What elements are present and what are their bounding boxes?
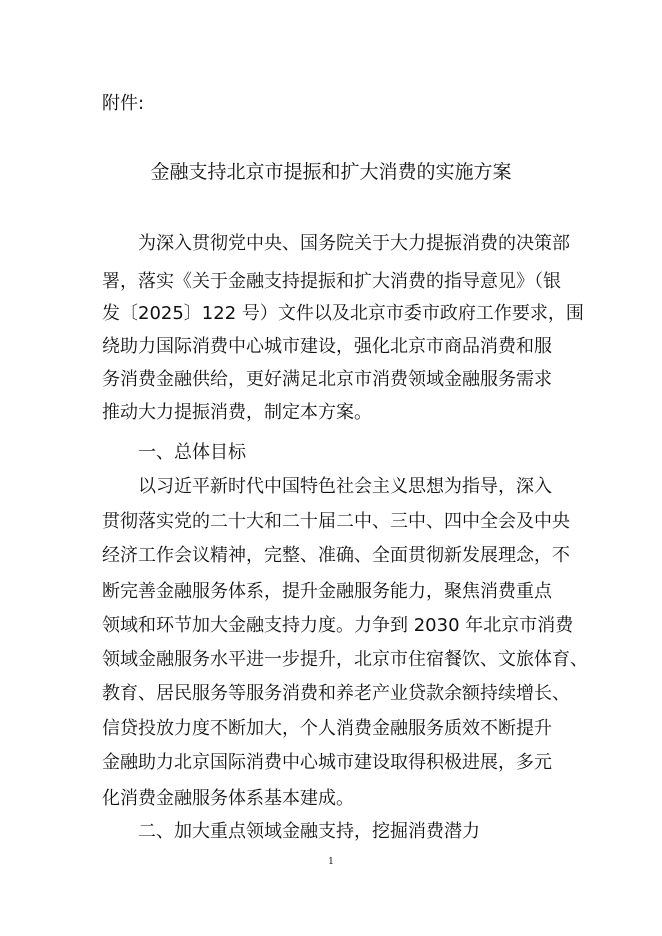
paragraph-line: 化消费金融服务体系基本建成。 — [102, 788, 354, 809]
document-title: 金融支持北京市提振和扩大消费的实施方案 — [150, 161, 512, 183]
paragraph-line: 务消费金融供给，更好满足北京市消费领域金融服务需求 — [102, 369, 552, 390]
paragraph-line: 署，落实《关于金融支持提振和扩大消费的指导意见》（银 — [102, 271, 561, 292]
paragraph-line: 断完善金融服务体系，提升金融服务能力，聚焦消费重点 — [102, 581, 552, 602]
paragraph-line: 教育、居民服务等服务消费和养老产业贷款余额持续增长、 — [102, 683, 570, 704]
paragraph-line: 领域金融服务水平进一步提升，北京市住宿餐饮、文旅体育、 — [102, 649, 588, 670]
paragraph-line: 领域和环节加大金融支持力度。力争到 2030 年北京市消费 — [102, 615, 574, 636]
paragraph-line: 为深入贯彻党中央、国务院关于大力提振消费的决策部 — [138, 233, 570, 254]
paragraph-line: 绕助力国际消费中心城市建设，强化北京市商品消费和服 — [102, 336, 552, 357]
paragraph-line: 推动大力提振消费，制定本方案。 — [102, 402, 372, 423]
paragraph-line: 以习近平新时代中国特色社会主义思想为指导，深入 — [138, 476, 552, 497]
paragraph-line: 金融助力北京国际消费中心城市建设取得积极进展，多元 — [102, 752, 552, 773]
paragraph-line: 发〔2025〕122 号）文件以及北京市委市政府工作要求，围 — [102, 303, 584, 324]
paragraph-line: 信贷投放力度不断加大，个人消费金融服务质效不断提升 — [102, 718, 552, 739]
paragraph-line: 贯彻落实党的二十大和二十届二中、三中、四中全会及中央 — [102, 511, 570, 532]
section-heading: 一、总体目标 — [138, 442, 246, 463]
attachment-label: 附件: — [102, 93, 145, 114]
section-heading: 二、加大重点领域金融支持，挖掘消费潜力 — [138, 821, 480, 842]
paragraph-line: 经济工作会议精神，完整、准确、全面贯彻新发展理念，不 — [102, 545, 570, 566]
page-number: 1 — [328, 857, 334, 867]
